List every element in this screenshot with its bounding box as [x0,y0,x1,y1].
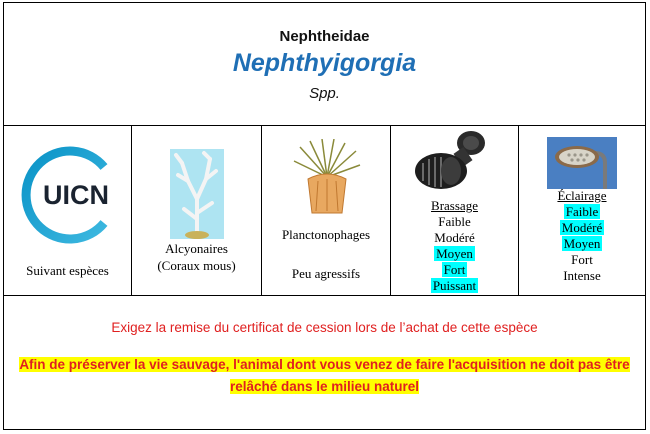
family-name: Nephtheidae [279,28,370,45]
uicn-logo-icon [18,145,118,245]
light-level-fort: Fort [571,252,593,267]
light-level-modere: Modéré [561,220,603,235]
light-level-faible: Faible [565,204,599,219]
certificate-notice: Exigez la remise du certificat de cession lors de l’achat de cette espèce [111,320,538,335]
species-sheet [3,2,646,430]
wave-pump-icon [413,127,493,193]
soft-coral-icon [170,149,224,239]
reef-lamp-icon [547,137,617,189]
footer-notices [4,296,645,429]
conservation-label: Suivant espèces [26,263,109,278]
release-warning-line1: Afin de préserver la vie sauvage, l'animal dont vous venez de faire l'acquisition ne doit pas être [19,357,630,372]
coral-type-label-1: Alcyonaires [165,241,228,256]
water-flow-cell [391,125,519,295]
species-header [4,3,645,126]
release-warning-line2: relâché dans le milieu naturel [229,379,420,394]
polyp-icon [290,139,364,215]
light-level-moyen: Moyen [563,236,601,251]
flow-level-modere: Modéré [434,230,475,245]
light-level-intense: Intense [563,268,601,283]
lighting-cell [519,125,645,295]
flow-level-faible: Faible [438,214,471,229]
release-warning [18,354,631,398]
temperament-label: Peu agressifs [291,266,361,281]
flow-level-puissant: Puissant [432,278,477,293]
flow-level-moyen: Moyen [436,246,473,261]
lighting-title: Éclairage [557,188,607,203]
species-name: Spp. [309,85,340,102]
genus-name: Nephthyigorgia [232,49,417,77]
conservation-cell [4,125,132,295]
coral-type-label-2: (Coraux mous) [157,258,236,273]
uicn-logo-text: UICN [43,180,109,210]
water-flow-title: Brassage [431,198,478,213]
flow-level-fort: Fort [443,262,466,277]
diet-label: Planctonophages [281,227,371,242]
coral-type-cell [132,125,262,295]
diet-cell [262,125,391,295]
characteristics-row [4,125,645,296]
